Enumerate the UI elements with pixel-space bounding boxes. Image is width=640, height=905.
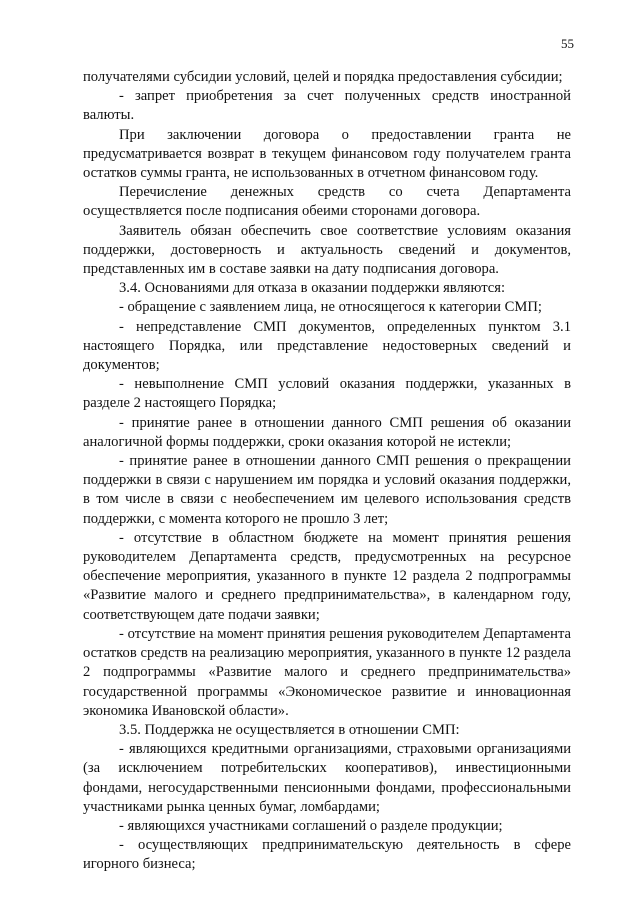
list-item: - невыполнение СМП условий оказания поддержки, указанных в разделе 2 настоящего Порядка; <box>83 376 571 412</box>
list-item: - принятие ранее в отношении данного СМП решения об оказании аналогичной формы поддержки, сроки оказания которой не истекли; <box>83 414 571 450</box>
paragraph: При заключении договора о предоставлении гранта не предусматривается возврат в текущем финансовом году получателем гранта остатков суммы гранта, не использованных в отчетном финансовом году. <box>83 126 571 182</box>
list-item: - отсутствие в областном бюджете на момент принятия решения руководителем Департамента средств, предусмотренных на ресурсное обеспечение мероприятия, указанного в пункте 12 раздела 2 подпрограммы «Развитие малого и среднего предпринимательства», в календарном году, соответствующем дате подачи заявки; <box>83 529 571 623</box>
paragraph: Заявитель обязан обеспечить свое соответствие условиям оказания поддержки, достоверность и актуальность сведений и документов, представленных им в составе заявки на дату подписания договора. <box>83 222 571 278</box>
paragraph: Перечисление денежных средств со счета Департамента осуществляется после подписания обеими сторонами договора. <box>83 184 571 220</box>
list-item: - осуществляющих предпринимательскую деятельность в сфере игорного бизнеса; <box>83 837 571 873</box>
list-item: - являющихся участниками соглашений о разделе продукции; <box>119 817 503 834</box>
list-item: - отсутствие на момент принятия решения руководителем Департамента остатков средств на реализацию мероприятия, указанного в пункте 12 раздела 2 подпрограммы «Развитие малого и среднего предпринимательства» государственной программы «Экономическое развитие и инновационная экономика Ивановской области». <box>83 625 571 719</box>
paragraph: - запрет приобретения за счет полученных средств иностранной валюты. <box>83 88 571 124</box>
document-body <box>83 68 571 875</box>
list-item: - являющихся кредитными организациями, страховыми организациями (за исключением потребительских кооперативов), инвестиционными фондами, негосударственными пенсионными фондами, профессиональными участниками рынка ценных бумаг, ломбардами; <box>83 741 571 815</box>
list-item: - непредставление СМП документов, определенных пунктом 3.1 настоящего Порядка, или представление недостоверных сведений и документов; <box>83 318 571 374</box>
list-item: - принятие ранее в отношении данного СМП решения о прекращении поддержки в связи с нарушением им порядка и условий оказания поддержки, в том числе в связи с необеспечением им целевого использования средств поддержки, с момента которого не прошло 3 лет; <box>83 453 571 527</box>
page-number: 55 <box>561 36 574 51</box>
section-heading: 3.5. Поддержка не осуществляется в отношении СМП: <box>119 721 460 738</box>
paragraph: получателями субсидии условий, целей и порядка предоставления субсидии; <box>83 69 563 85</box>
section-heading: 3.4. Основаниями для отказа в оказании поддержки являются: <box>119 280 506 297</box>
list-item: - обращение с заявлением лица, не относящегося к категории СМП; <box>119 299 542 316</box>
